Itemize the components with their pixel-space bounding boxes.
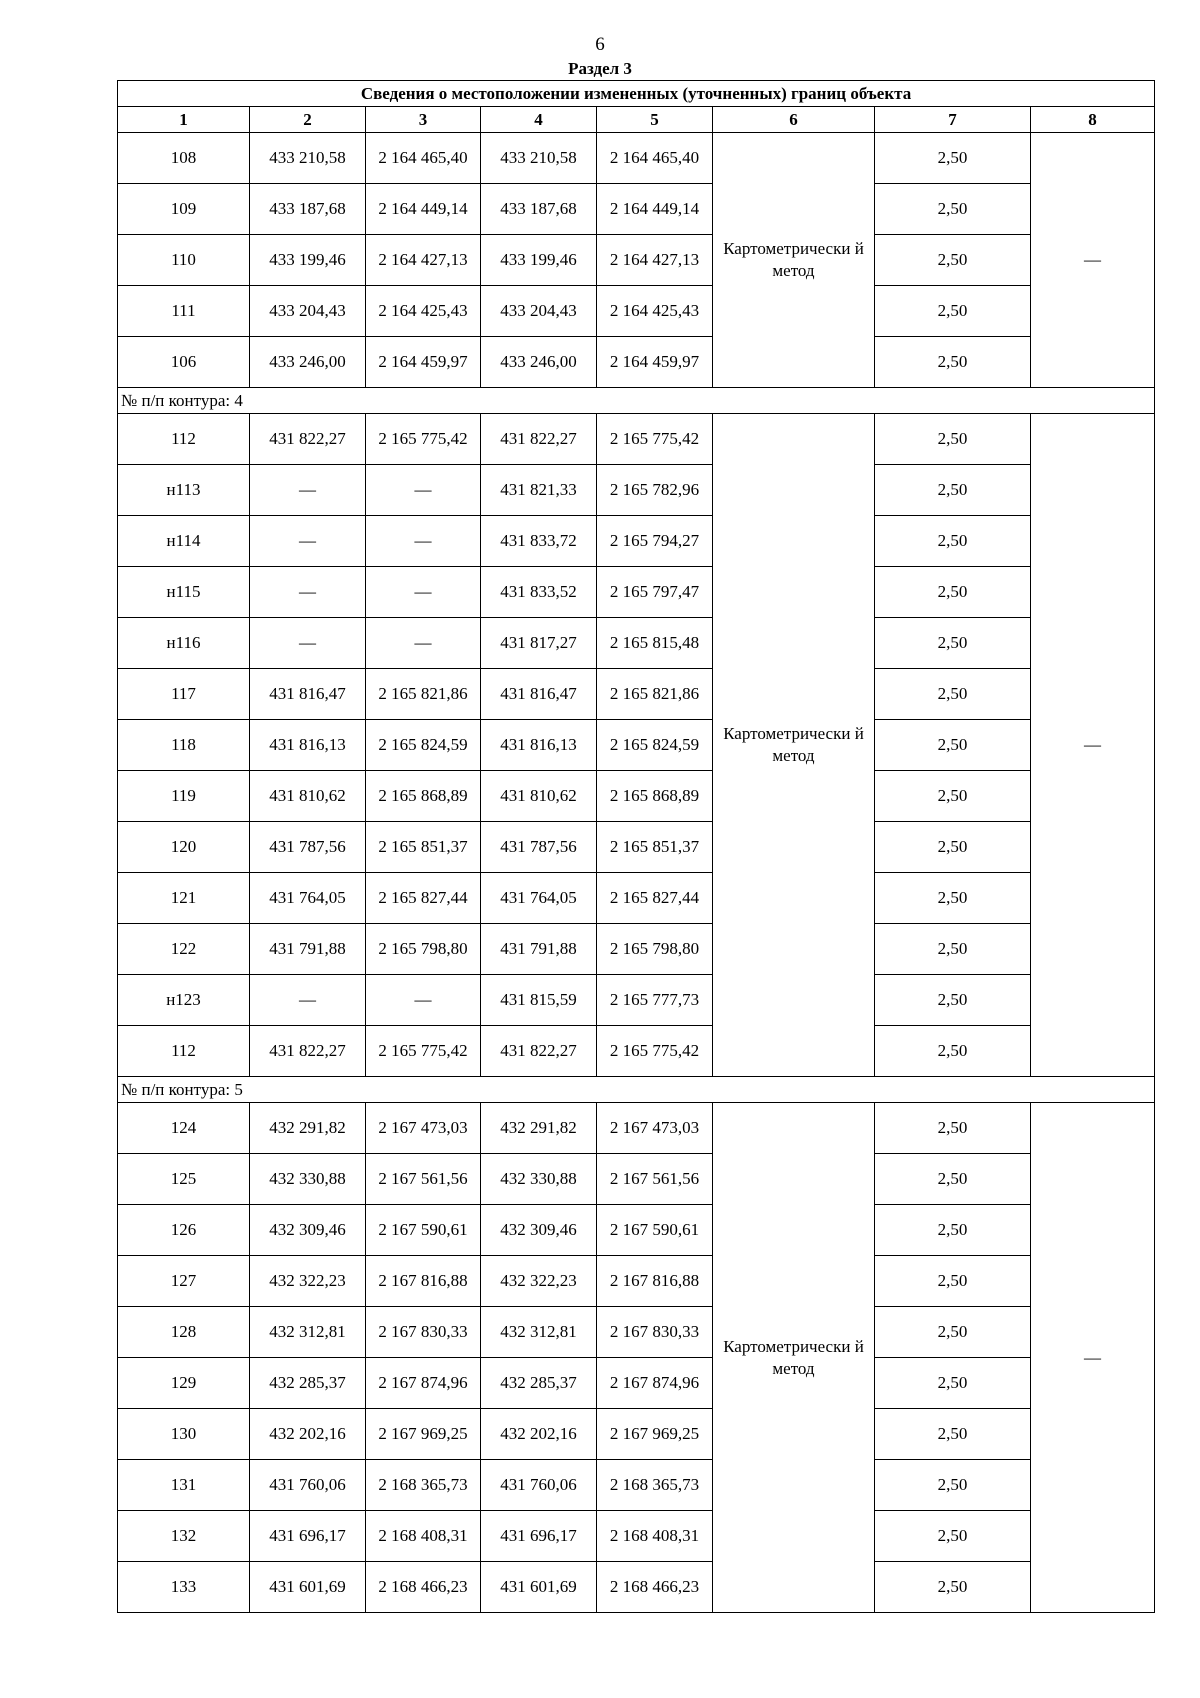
table-row: [118, 1154, 1155, 1205]
old-x-cell: 432 202,16: [250, 1409, 366, 1460]
table-row: [118, 337, 1155, 388]
new-y-cell: 2 167 816,88: [597, 1256, 713, 1307]
table-row: [118, 567, 1155, 618]
table-row: [118, 669, 1155, 720]
table-row: [118, 975, 1155, 1026]
old-x-cell: 433 199,46: [250, 235, 366, 286]
old-y-cell: 2 167 874,96: [366, 1358, 481, 1409]
table-row: [118, 720, 1155, 771]
precision-cell: 2,50: [875, 286, 1031, 337]
table-row: [118, 1460, 1155, 1511]
new-y-cell: 2 164 425,43: [597, 286, 713, 337]
old-y-cell: 2 167 816,88: [366, 1256, 481, 1307]
new-x-cell: 432 309,46: [481, 1205, 597, 1256]
precision-cell: 2,50: [875, 1026, 1031, 1077]
old-x-cell: —: [250, 516, 366, 567]
method-cell: Картометрически й метод: [713, 414, 875, 1077]
table-row: [118, 286, 1155, 337]
point-number-cell: 128: [118, 1307, 250, 1358]
column-number-5: 5: [597, 107, 713, 133]
new-x-cell: 431 760,06: [481, 1460, 597, 1511]
old-y-cell: —: [366, 516, 481, 567]
old-x-cell: 433 204,43: [250, 286, 366, 337]
new-y-cell: 2 164 427,13: [597, 235, 713, 286]
point-number-cell: 106: [118, 337, 250, 388]
new-y-cell: 2 167 830,33: [597, 1307, 713, 1358]
method-cell: Картометрически й метод: [713, 1103, 875, 1613]
precision-cell: 2,50: [875, 1154, 1031, 1205]
column-number-row: [118, 107, 1155, 133]
old-x-cell: 433 210,58: [250, 133, 366, 184]
point-number-cell: 120: [118, 822, 250, 873]
old-y-cell: 2 167 969,25: [366, 1409, 481, 1460]
column-number-4: 4: [481, 107, 597, 133]
old-y-cell: 2 165 868,89: [366, 771, 481, 822]
old-y-cell: 2 165 824,59: [366, 720, 481, 771]
old-y-cell: —: [366, 618, 481, 669]
page-number: 6: [595, 34, 605, 55]
old-y-cell: 2 164 427,13: [366, 235, 481, 286]
new-y-cell: 2 165 782,96: [597, 465, 713, 516]
new-y-cell: 2 165 851,37: [597, 822, 713, 873]
old-x-cell: 431 601,69: [250, 1562, 366, 1613]
new-x-cell: 433 187,68: [481, 184, 597, 235]
old-y-cell: 2 164 465,40: [366, 133, 481, 184]
precision-cell: 2,50: [875, 465, 1031, 516]
precision-cell: 2,50: [875, 1409, 1031, 1460]
table-row: [118, 1358, 1155, 1409]
new-x-cell: 431 833,52: [481, 567, 597, 618]
new-y-cell: 2 165 775,42: [597, 1026, 713, 1077]
new-y-cell: 2 167 590,61: [597, 1205, 713, 1256]
column-number-8: 8: [1031, 107, 1155, 133]
new-x-cell: 431 821,33: [481, 465, 597, 516]
new-x-cell: 433 210,58: [481, 133, 597, 184]
new-y-cell: 2 165 827,44: [597, 873, 713, 924]
precision-cell: 2,50: [875, 1562, 1031, 1613]
old-x-cell: 431 696,17: [250, 1511, 366, 1562]
new-y-cell: 2 164 465,40: [597, 133, 713, 184]
contour-label-row: [118, 388, 1155, 414]
old-x-cell: 431 816,47: [250, 669, 366, 720]
precision-cell: 2,50: [875, 1205, 1031, 1256]
new-y-cell: 2 165 798,80: [597, 924, 713, 975]
point-number-cell: 133: [118, 1562, 250, 1613]
new-x-cell: 432 322,23: [481, 1256, 597, 1307]
new-x-cell: 431 601,69: [481, 1562, 597, 1613]
old-y-cell: 2 164 425,43: [366, 286, 481, 337]
precision-cell: 2,50: [875, 771, 1031, 822]
old-y-cell: —: [366, 567, 481, 618]
new-x-cell: 431 833,72: [481, 516, 597, 567]
column-8-cell: —: [1031, 1103, 1155, 1613]
old-x-cell: —: [250, 465, 366, 516]
new-y-cell: 2 165 824,59: [597, 720, 713, 771]
old-x-cell: —: [250, 975, 366, 1026]
point-number-cell: 119: [118, 771, 250, 822]
precision-cell: 2,50: [875, 567, 1031, 618]
new-x-cell: 431 810,62: [481, 771, 597, 822]
precision-cell: 2,50: [875, 235, 1031, 286]
point-number-cell: 118: [118, 720, 250, 771]
precision-cell: 2,50: [875, 1256, 1031, 1307]
precision-cell: 2,50: [875, 975, 1031, 1026]
new-x-cell: 433 204,43: [481, 286, 597, 337]
precision-cell: 2,50: [875, 414, 1031, 465]
table-row: [118, 1511, 1155, 1562]
point-number-cell: н116: [118, 618, 250, 669]
column-number-3: 3: [366, 107, 481, 133]
old-y-cell: 2 165 775,42: [366, 414, 481, 465]
old-x-cell: 432 285,37: [250, 1358, 366, 1409]
table-row: [118, 235, 1155, 286]
precision-cell: 2,50: [875, 1511, 1031, 1562]
new-x-cell: 432 330,88: [481, 1154, 597, 1205]
old-y-cell: 2 165 851,37: [366, 822, 481, 873]
precision-cell: 2,50: [875, 1460, 1031, 1511]
old-y-cell: —: [366, 975, 481, 1026]
precision-cell: 2,50: [875, 924, 1031, 975]
old-x-cell: 431 822,27: [250, 414, 366, 465]
table-row: [118, 133, 1155, 184]
new-y-cell: 2 167 561,56: [597, 1154, 713, 1205]
old-y-cell: 2 164 449,14: [366, 184, 481, 235]
point-number-cell: н113: [118, 465, 250, 516]
contour-label: № п/п контура: 5: [118, 1077, 1155, 1103]
old-x-cell: 431 816,13: [250, 720, 366, 771]
precision-cell: 2,50: [875, 873, 1031, 924]
new-y-cell: 2 165 815,48: [597, 618, 713, 669]
point-number-cell: 126: [118, 1205, 250, 1256]
table-row: [118, 516, 1155, 567]
old-x-cell: 432 322,23: [250, 1256, 366, 1307]
table-row: [118, 771, 1155, 822]
column-8-cell: —: [1031, 414, 1155, 1077]
new-x-cell: 432 291,82: [481, 1103, 597, 1154]
new-x-cell: 433 199,46: [481, 235, 597, 286]
new-y-cell: 2 164 459,97: [597, 337, 713, 388]
old-y-cell: 2 164 459,97: [366, 337, 481, 388]
new-y-cell: 2 167 473,03: [597, 1103, 713, 1154]
table-row: [118, 414, 1155, 465]
point-number-cell: н123: [118, 975, 250, 1026]
old-x-cell: 431 810,62: [250, 771, 366, 822]
old-y-cell: 2 168 408,31: [366, 1511, 481, 1562]
new-y-cell: 2 168 365,73: [597, 1460, 713, 1511]
new-y-cell: 2 168 408,31: [597, 1511, 713, 1562]
table-row: [118, 1103, 1155, 1154]
new-x-cell: 431 816,13: [481, 720, 597, 771]
precision-cell: 2,50: [875, 337, 1031, 388]
point-number-cell: н114: [118, 516, 250, 567]
precision-cell: 2,50: [875, 669, 1031, 720]
table-row: [118, 873, 1155, 924]
table-row: [118, 1562, 1155, 1613]
old-y-cell: 2 165 775,42: [366, 1026, 481, 1077]
precision-cell: 2,50: [875, 822, 1031, 873]
point-number-cell: 131: [118, 1460, 250, 1511]
old-y-cell: 2 165 827,44: [366, 873, 481, 924]
old-x-cell: 432 330,88: [250, 1154, 366, 1205]
new-x-cell: 431 822,27: [481, 1026, 597, 1077]
old-y-cell: 2 165 798,80: [366, 924, 481, 975]
old-x-cell: 431 791,88: [250, 924, 366, 975]
point-number-cell: 132: [118, 1511, 250, 1562]
precision-cell: 2,50: [875, 720, 1031, 771]
old-x-cell: —: [250, 618, 366, 669]
contour-label-row: [118, 1077, 1155, 1103]
point-number-cell: н115: [118, 567, 250, 618]
table-row: [118, 1026, 1155, 1077]
new-x-cell: 431 787,56: [481, 822, 597, 873]
table-body: [118, 133, 1155, 1613]
boundary-coordinates-table: [117, 80, 1155, 1613]
new-y-cell: 2 165 794,27: [597, 516, 713, 567]
precision-cell: 2,50: [875, 184, 1031, 235]
new-x-cell: 431 764,05: [481, 873, 597, 924]
old-x-cell: 431 760,06: [250, 1460, 366, 1511]
old-y-cell: 2 167 590,61: [366, 1205, 481, 1256]
old-y-cell: 2 167 830,33: [366, 1307, 481, 1358]
table-row: [118, 1307, 1155, 1358]
contour-label: № п/п контура: 4: [118, 388, 1155, 414]
old-x-cell: 433 246,00: [250, 337, 366, 388]
point-number-cell: 125: [118, 1154, 250, 1205]
point-number-cell: 110: [118, 235, 250, 286]
point-number-cell: 129: [118, 1358, 250, 1409]
point-number-cell: 117: [118, 669, 250, 720]
new-y-cell: 2 165 777,73: [597, 975, 713, 1026]
new-x-cell: 431 791,88: [481, 924, 597, 975]
new-y-cell: 2 168 466,23: [597, 1562, 713, 1613]
table-row: [118, 618, 1155, 669]
old-x-cell: —: [250, 567, 366, 618]
precision-cell: 2,50: [875, 618, 1031, 669]
precision-cell: 2,50: [875, 516, 1031, 567]
old-y-cell: 2 167 473,03: [366, 1103, 481, 1154]
new-x-cell: 431 822,27: [481, 414, 597, 465]
precision-cell: 2,50: [875, 1358, 1031, 1409]
column-number-6: 6: [713, 107, 875, 133]
new-y-cell: 2 164 449,14: [597, 184, 713, 235]
point-number-cell: 109: [118, 184, 250, 235]
point-number-cell: 124: [118, 1103, 250, 1154]
point-number-cell: 122: [118, 924, 250, 975]
point-number-cell: 108: [118, 133, 250, 184]
table-caption: Сведения о местоположении измененных (уточненных) границ объекта: [118, 81, 1155, 107]
old-x-cell: 432 312,81: [250, 1307, 366, 1358]
precision-cell: 2,50: [875, 133, 1031, 184]
old-x-cell: 433 187,68: [250, 184, 366, 235]
precision-cell: 2,50: [875, 1103, 1031, 1154]
old-x-cell: 432 309,46: [250, 1205, 366, 1256]
new-x-cell: 431 815,59: [481, 975, 597, 1026]
new-x-cell: 432 285,37: [481, 1358, 597, 1409]
old-y-cell: 2 165 821,86: [366, 669, 481, 720]
old-y-cell: —: [366, 465, 481, 516]
new-x-cell: 431 816,47: [481, 669, 597, 720]
new-x-cell: 431 817,27: [481, 618, 597, 669]
point-number-cell: 111: [118, 286, 250, 337]
table-row: [118, 1205, 1155, 1256]
point-number-cell: 127: [118, 1256, 250, 1307]
point-number-cell: 130: [118, 1409, 250, 1460]
new-x-cell: 432 312,81: [481, 1307, 597, 1358]
old-x-cell: 431 822,27: [250, 1026, 366, 1077]
new-y-cell: 2 165 775,42: [597, 414, 713, 465]
new-y-cell: 2 167 874,96: [597, 1358, 713, 1409]
column-8-cell: —: [1031, 133, 1155, 388]
precision-cell: 2,50: [875, 1307, 1031, 1358]
column-number-7: 7: [875, 107, 1031, 133]
table-row: [118, 1409, 1155, 1460]
section-title: Раздел 3: [568, 59, 632, 78]
table-row: [118, 822, 1155, 873]
new-y-cell: 2 165 868,89: [597, 771, 713, 822]
point-number-cell: 121: [118, 873, 250, 924]
new-y-cell: 2 165 797,47: [597, 567, 713, 618]
table-row: [118, 184, 1155, 235]
old-x-cell: 431 787,56: [250, 822, 366, 873]
old-x-cell: 432 291,82: [250, 1103, 366, 1154]
old-y-cell: 2 168 466,23: [366, 1562, 481, 1613]
point-number-cell: 112: [118, 1026, 250, 1077]
table-row: [118, 1256, 1155, 1307]
table-row: [118, 465, 1155, 516]
point-number-cell: 112: [118, 414, 250, 465]
new-y-cell: 2 165 821,86: [597, 669, 713, 720]
column-number-2: 2: [250, 107, 366, 133]
method-cell: Картометрически й метод: [713, 133, 875, 388]
new-x-cell: 433 246,00: [481, 337, 597, 388]
column-number-1: 1: [118, 107, 250, 133]
new-x-cell: 432 202,16: [481, 1409, 597, 1460]
old-y-cell: 2 168 365,73: [366, 1460, 481, 1511]
table-row: [118, 924, 1155, 975]
new-y-cell: 2 167 969,25: [597, 1409, 713, 1460]
old-y-cell: 2 167 561,56: [366, 1154, 481, 1205]
old-x-cell: 431 764,05: [250, 873, 366, 924]
new-x-cell: 431 696,17: [481, 1511, 597, 1562]
